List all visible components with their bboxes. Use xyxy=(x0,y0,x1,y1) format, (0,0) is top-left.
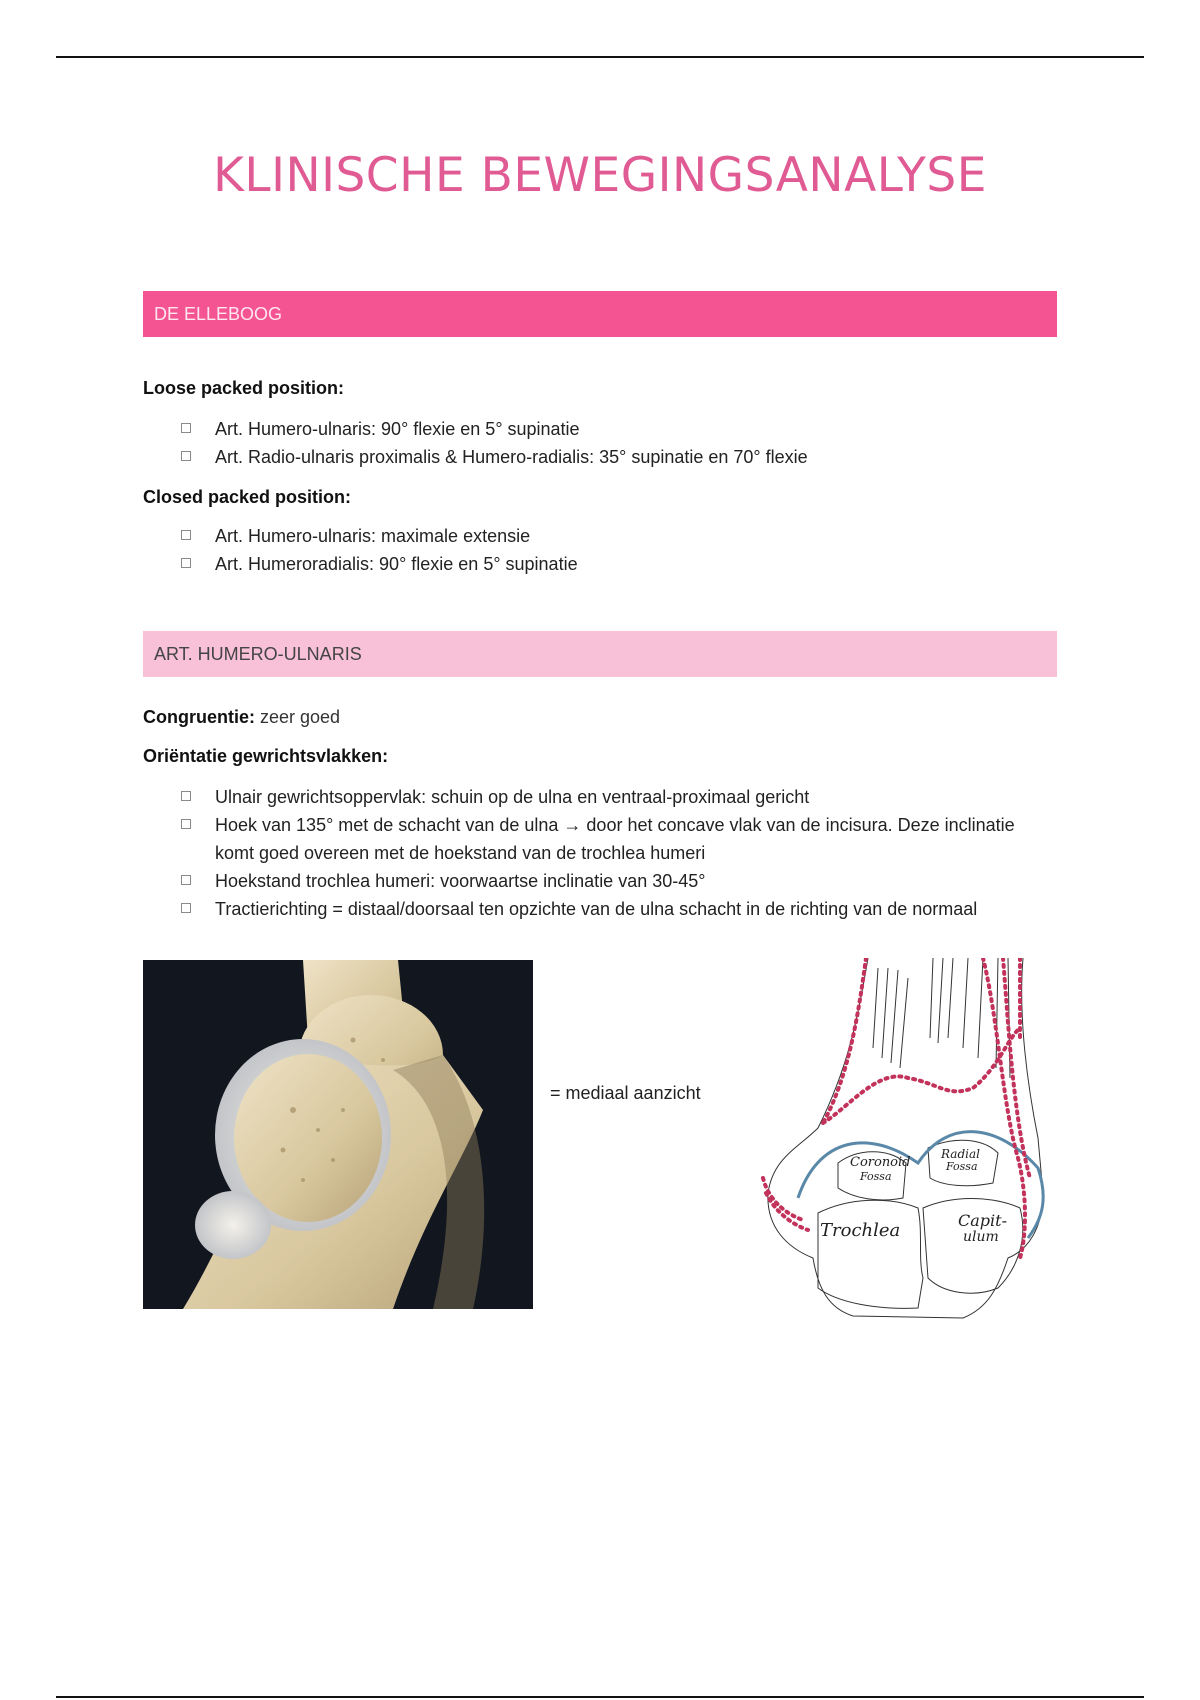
congruence-value: zeer goed xyxy=(255,707,341,727)
checkbox-bullet-icon xyxy=(181,791,191,801)
loose-packed-list xyxy=(178,415,1028,471)
checkbox-bullet-icon xyxy=(181,875,191,885)
closed-packed-label: Closed packed position: xyxy=(143,487,352,507)
image-caption: = mediaal aanzicht xyxy=(550,1083,701,1103)
coronoid-fossa-label: Fossa xyxy=(860,1170,892,1183)
section-heading-elleboog: DE ELLEBOOG xyxy=(143,291,1057,337)
top-rule xyxy=(56,56,1144,58)
congruence-label: Congruentie: xyxy=(143,707,255,727)
loose-packed-label: Loose packed position: xyxy=(143,378,345,398)
trochlea-label: Trochlea xyxy=(820,1220,901,1241)
checkbox-bullet-icon xyxy=(181,530,191,540)
checkbox-bullet-icon xyxy=(181,558,191,568)
list-item: Hoek van 135° met de schacht van de ulna → door het concave vlak van de incisura. Deze inclinatie komt goed overeen met de hoekstand van de trochlea humeri xyxy=(178,811,1028,867)
list-item: Tractierichting = distaal/doorsaal ten opzichte van de ulna schacht in de richting van de normaal xyxy=(178,895,1028,923)
checkbox-bullet-icon xyxy=(181,903,191,913)
list-item: Art. Humero-ulnaris: 90° flexie en 5° supinatie xyxy=(178,415,1028,443)
coronoid-label: Coronoid xyxy=(850,1155,911,1170)
list-item: Art. Humero-ulnaris: maximale extensie xyxy=(178,522,1028,550)
congruence-line xyxy=(143,707,340,728)
list-item: Art. Humeroradialis: 90° flexie en 5° supinatie xyxy=(178,550,1028,578)
checkbox-bullet-icon xyxy=(181,819,191,829)
orientation-label: Oriëntatie gewrichtsvlakken: xyxy=(143,746,389,766)
orientation-list xyxy=(178,783,1028,923)
checkbox-bullet-icon xyxy=(181,423,191,433)
list-item: Hoekstand trochlea humeri: voorwaartse inclinatie van 30-45° xyxy=(178,867,1028,895)
capitulum-label-2: ulum xyxy=(963,1229,999,1245)
list-item: Art. Radio-ulnaris proximalis & Humero-radialis: 35° supinatie en 70° flexie xyxy=(178,443,1028,471)
section-heading-humero-ulnaris: ART. HUMERO-ULNARIS xyxy=(143,631,1057,677)
checkbox-bullet-icon xyxy=(181,451,191,461)
capitulum-label-1: Capit- xyxy=(958,1211,1007,1230)
list-item: Ulnair gewrichtsoppervlak: schuin op de ulna en ventraal-proximaal gericht xyxy=(178,783,1028,811)
closed-packed-list xyxy=(178,522,1028,578)
bottom-rule xyxy=(56,1696,1144,1698)
elbow-3d-image xyxy=(143,960,533,1309)
humerus-anatomy-drawing xyxy=(758,958,1108,1320)
radial-fossa-label: Fossa xyxy=(946,1160,978,1173)
radial-label: Radial xyxy=(941,1147,980,1161)
document-title: KLINISCHE BEWEGINGSANALYSE xyxy=(213,148,987,203)
